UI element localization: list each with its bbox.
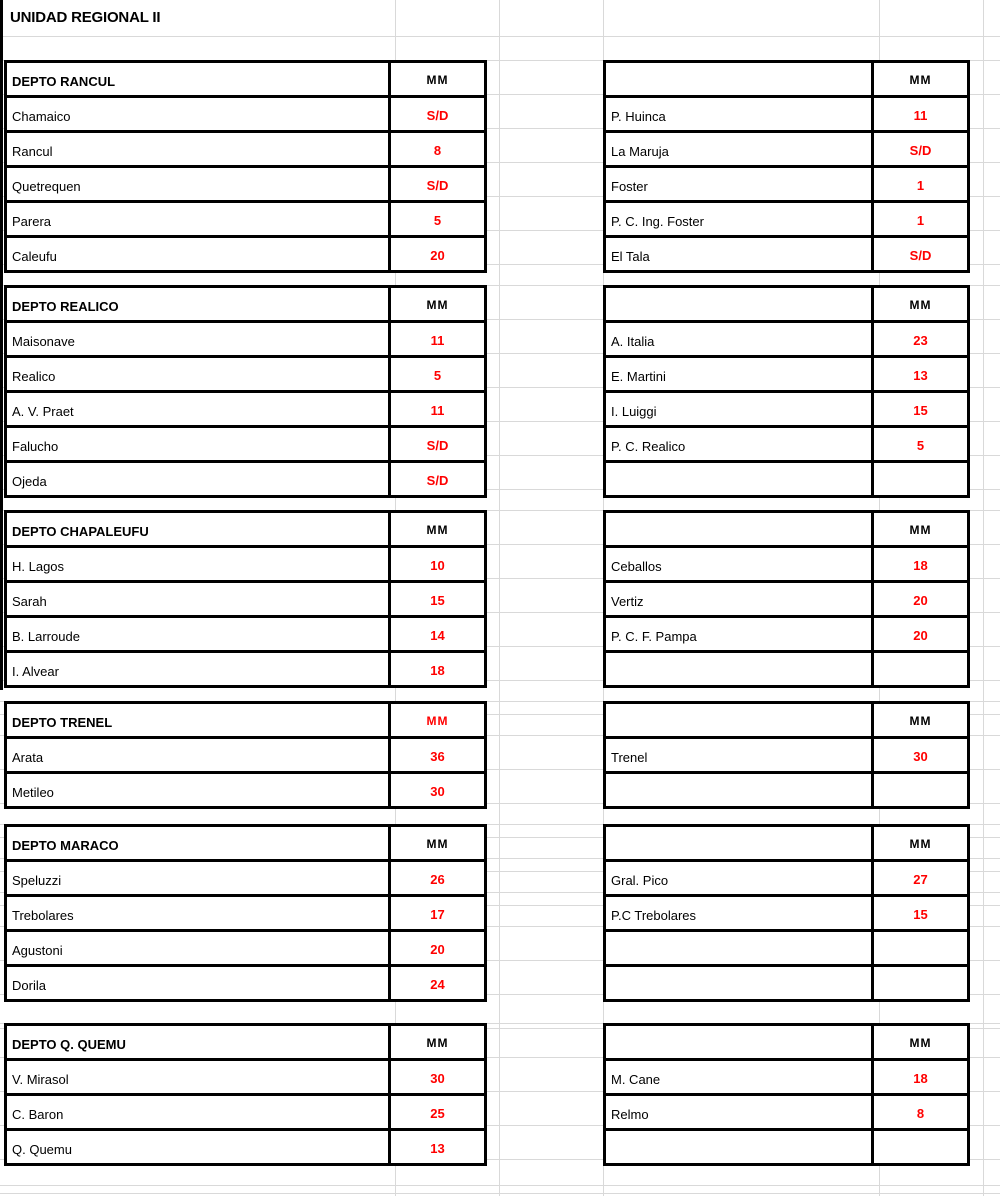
table-row [6, 97, 486, 132]
table-row [6, 1095, 486, 1130]
table-row [605, 237, 969, 272]
rainfall-value[interactable]: 5 [390, 202, 486, 237]
table-row [6, 357, 486, 392]
rainfall-value[interactable] [873, 1130, 969, 1165]
table-header-row [605, 1025, 969, 1060]
locality-name[interactable]: Sarah [6, 582, 390, 617]
rainfall-value[interactable] [873, 931, 969, 966]
rainfall-value[interactable]: S/D [390, 167, 486, 202]
gridline-horizontal [0, 1193, 1000, 1194]
gridline-vertical [983, 0, 984, 1196]
department-table-left [4, 510, 487, 688]
locality-name[interactable]: Arata [6, 738, 390, 773]
table-header-row [605, 62, 969, 97]
department-table-left [4, 1023, 487, 1166]
locality-name[interactable]: Quetrequen [6, 167, 390, 202]
table-row [6, 1130, 486, 1165]
locality-name[interactable]: Ceballos [605, 547, 873, 582]
locality-name[interactable]: B. Larroude [6, 617, 390, 652]
rainfall-value[interactable]: 8 [873, 1095, 969, 1130]
table-header-row [6, 62, 486, 97]
rainfall-value[interactable]: 27 [873, 861, 969, 896]
rainfall-value[interactable]: 30 [390, 1060, 486, 1095]
locality-name[interactable]: Foster [605, 167, 873, 202]
unit-header-mm[interactable]: MM [390, 287, 486, 322]
table-row [605, 167, 969, 202]
locality-name[interactable]: Vertiz [605, 582, 873, 617]
locality-name[interactable]: Speluzzi [6, 861, 390, 896]
table-row [605, 1130, 969, 1165]
rainfall-value[interactable] [873, 966, 969, 1001]
rainfall-value[interactable] [873, 773, 969, 808]
table-row [605, 738, 969, 773]
department-table-right [603, 1023, 970, 1166]
header-cell-empty[interactable] [605, 62, 873, 97]
table-row [605, 202, 969, 237]
locality-name[interactable]: A. Italia [605, 322, 873, 357]
gridline-horizontal [0, 1185, 1000, 1186]
locality-name[interactable]: P. Huinca [605, 97, 873, 132]
table-header-row [605, 826, 969, 861]
table-row [605, 427, 969, 462]
department-name[interactable]: DEPTO MARACO [6, 826, 390, 861]
rainfall-value[interactable]: 5 [390, 357, 486, 392]
table-header-row [6, 703, 486, 738]
header-cell-empty[interactable] [605, 512, 873, 547]
table-row [605, 652, 969, 687]
rainfall-value[interactable]: 15 [390, 582, 486, 617]
department-name[interactable]: DEPTO CHAPALEUFU [6, 512, 390, 547]
locality-name[interactable]: Metileo [6, 773, 390, 808]
table-row [6, 427, 486, 462]
rainfall-value[interactable]: 20 [873, 617, 969, 652]
unit-header-mm[interactable]: MM [390, 826, 486, 861]
locality-name[interactable]: I. Luiggi [605, 392, 873, 427]
table-row [6, 237, 486, 272]
header-cell-empty[interactable] [605, 287, 873, 322]
unit-header-mm[interactable]: MM [390, 512, 486, 547]
department-table-left [4, 701, 487, 809]
department-table-right [603, 510, 970, 688]
rainfall-value[interactable]: 23 [873, 322, 969, 357]
rainfall-value[interactable]: 18 [873, 1060, 969, 1095]
unit-header-mm[interactable]: MM [873, 826, 969, 861]
table-header-row [605, 512, 969, 547]
department-table-left [4, 824, 487, 1002]
rainfall-value[interactable]: 11 [873, 97, 969, 132]
rainfall-value[interactable]: 36 [390, 738, 486, 773]
rainfall-value[interactable]: 30 [873, 738, 969, 773]
rainfall-value[interactable]: 24 [390, 966, 486, 1001]
department-table-right [603, 285, 970, 498]
department-name[interactable]: DEPTO TRENEL [6, 703, 390, 738]
rainfall-value[interactable]: 20 [390, 931, 486, 966]
rainfall-value[interactable]: 17 [390, 896, 486, 931]
rainfall-value[interactable]: 20 [390, 237, 486, 272]
table-header-row [6, 1025, 486, 1060]
rainfall-value[interactable] [873, 652, 969, 687]
rainfall-value[interactable]: 13 [390, 1130, 486, 1165]
table-row [6, 462, 486, 497]
table-row [605, 392, 969, 427]
rainfall-value[interactable]: 25 [390, 1095, 486, 1130]
header-cell-empty[interactable] [605, 826, 873, 861]
locality-name[interactable]: Chamaico [6, 97, 390, 132]
table-row [6, 322, 486, 357]
locality-name[interactable]: V. Mirasol [6, 1060, 390, 1095]
table-header-row [605, 703, 969, 738]
locality-name[interactable]: P. C. Ing. Foster [605, 202, 873, 237]
locality-name[interactable]: La Maruja [605, 132, 873, 167]
table-header-row [6, 512, 486, 547]
rainfall-value[interactable]: 18 [873, 547, 969, 582]
department-table-right [603, 60, 970, 273]
table-row [605, 773, 969, 808]
locality-name[interactable]: Maisonave [6, 322, 390, 357]
department-table-left [4, 285, 487, 498]
locality-name[interactable]: Trebolares [6, 896, 390, 931]
table-row [6, 167, 486, 202]
locality-name[interactable]: I. Alvear [6, 652, 390, 687]
table-row [6, 582, 486, 617]
gridline-vertical [499, 0, 500, 1196]
gridline-horizontal [0, 36, 1000, 37]
department-name[interactable]: DEPTO RANCUL [6, 62, 390, 97]
table-row [6, 547, 486, 582]
locality-name[interactable]: H. Lagos [6, 547, 390, 582]
table-header-row [605, 287, 969, 322]
rainfall-value[interactable]: 1 [873, 202, 969, 237]
locality-name[interactable]: Relmo [605, 1095, 873, 1130]
table-row [6, 617, 486, 652]
rainfall-value[interactable]: S/D [873, 132, 969, 167]
rainfall-value[interactable]: 8 [390, 132, 486, 167]
locality-name[interactable]: Parera [6, 202, 390, 237]
table-row [605, 617, 969, 652]
locality-name[interactable] [605, 966, 873, 1001]
table-row [605, 547, 969, 582]
table-row [605, 1060, 969, 1095]
locality-name[interactable]: Realico [6, 357, 390, 392]
locality-name[interactable]: M. Cane [605, 1060, 873, 1095]
locality-name[interactable]: Rancul [6, 132, 390, 167]
department-table-right [603, 824, 970, 1002]
locality-name[interactable]: Gral. Pico [605, 861, 873, 896]
table-row [605, 462, 969, 497]
locality-name[interactable]: Caleufu [6, 237, 390, 272]
locality-name[interactable]: Trenel [605, 738, 873, 773]
locality-name[interactable]: Ojeda [6, 462, 390, 497]
department-name[interactable]: DEPTO REALICO [6, 287, 390, 322]
rainfall-value[interactable]: 1 [873, 167, 969, 202]
header-cell-empty[interactable] [605, 1025, 873, 1060]
table-row [6, 1060, 486, 1095]
rainfall-value[interactable]: 14 [390, 617, 486, 652]
locality-name[interactable]: P. C. F. Pampa [605, 617, 873, 652]
table-row [605, 966, 969, 1001]
unit-header-mm[interactable]: MM [390, 62, 486, 97]
table-row [6, 652, 486, 687]
table-row [605, 896, 969, 931]
rainfall-value[interactable]: 11 [390, 322, 486, 357]
locality-name[interactable]: A. V. Praet [6, 392, 390, 427]
table-row [6, 931, 486, 966]
page-title: UNIDAD REGIONAL II [10, 9, 161, 26]
rainfall-value[interactable] [873, 462, 969, 497]
locality-name[interactable]: Agustoni [6, 931, 390, 966]
locality-name[interactable] [605, 1130, 873, 1165]
table-row [605, 97, 969, 132]
table-row [605, 1095, 969, 1130]
rainfall-value[interactable]: 15 [873, 896, 969, 931]
rainfall-value[interactable]: S/D [873, 237, 969, 272]
table-row [6, 966, 486, 1001]
rainfall-value[interactable]: 18 [390, 652, 486, 687]
rainfall-value[interactable]: 20 [873, 582, 969, 617]
table-row [6, 202, 486, 237]
locality-name[interactable]: El Tala [605, 237, 873, 272]
locality-name[interactable] [605, 652, 873, 687]
unit-header-mm[interactable]: MM [390, 703, 486, 738]
table-row [605, 931, 969, 966]
rainfall-value[interactable]: 15 [873, 392, 969, 427]
unit-header-mm[interactable]: MM [873, 703, 969, 738]
sheet-left-border [0, 0, 3, 690]
table-header-row [6, 826, 486, 861]
rainfall-value[interactable]: S/D [390, 462, 486, 497]
unit-header-mm[interactable]: MM [390, 1025, 486, 1060]
rainfall-value[interactable]: 10 [390, 547, 486, 582]
locality-name[interactable] [605, 773, 873, 808]
table-row [605, 582, 969, 617]
locality-name[interactable]: E. Martini [605, 357, 873, 392]
table-row [605, 322, 969, 357]
unit-header-mm[interactable]: MM [873, 512, 969, 547]
table-row [605, 357, 969, 392]
locality-name[interactable]: Dorila [6, 966, 390, 1001]
table-row [6, 392, 486, 427]
rainfall-value[interactable]: 13 [873, 357, 969, 392]
table-row [6, 861, 486, 896]
rainfall-value[interactable]: S/D [390, 97, 486, 132]
department-table-right [603, 701, 970, 809]
locality-name[interactable]: C. Baron [6, 1095, 390, 1130]
locality-name[interactable]: P.C Trebolares [605, 896, 873, 931]
table-header-row [6, 287, 486, 322]
table-row [605, 132, 969, 167]
locality-name[interactable]: P. C. Realico [605, 427, 873, 462]
department-name[interactable]: DEPTO Q. QUEMU [6, 1025, 390, 1060]
unit-header-mm[interactable]: MM [873, 287, 969, 322]
table-row [6, 773, 486, 808]
table-row [6, 738, 486, 773]
header-cell-empty[interactable] [605, 703, 873, 738]
locality-name[interactable] [605, 462, 873, 497]
table-row [6, 132, 486, 167]
table-row [6, 896, 486, 931]
unit-header-mm[interactable]: MM [873, 62, 969, 97]
rainfall-value[interactable]: 11 [390, 392, 486, 427]
rainfall-value[interactable]: 30 [390, 773, 486, 808]
unit-header-mm[interactable]: MM [873, 1025, 969, 1060]
rainfall-value[interactable]: S/D [390, 427, 486, 462]
locality-name[interactable] [605, 931, 873, 966]
table-row [605, 861, 969, 896]
locality-name[interactable]: Q. Quemu [6, 1130, 390, 1165]
department-table-left [4, 60, 487, 273]
rainfall-value[interactable]: 5 [873, 427, 969, 462]
rainfall-value[interactable]: 26 [390, 861, 486, 896]
locality-name[interactable]: Falucho [6, 427, 390, 462]
